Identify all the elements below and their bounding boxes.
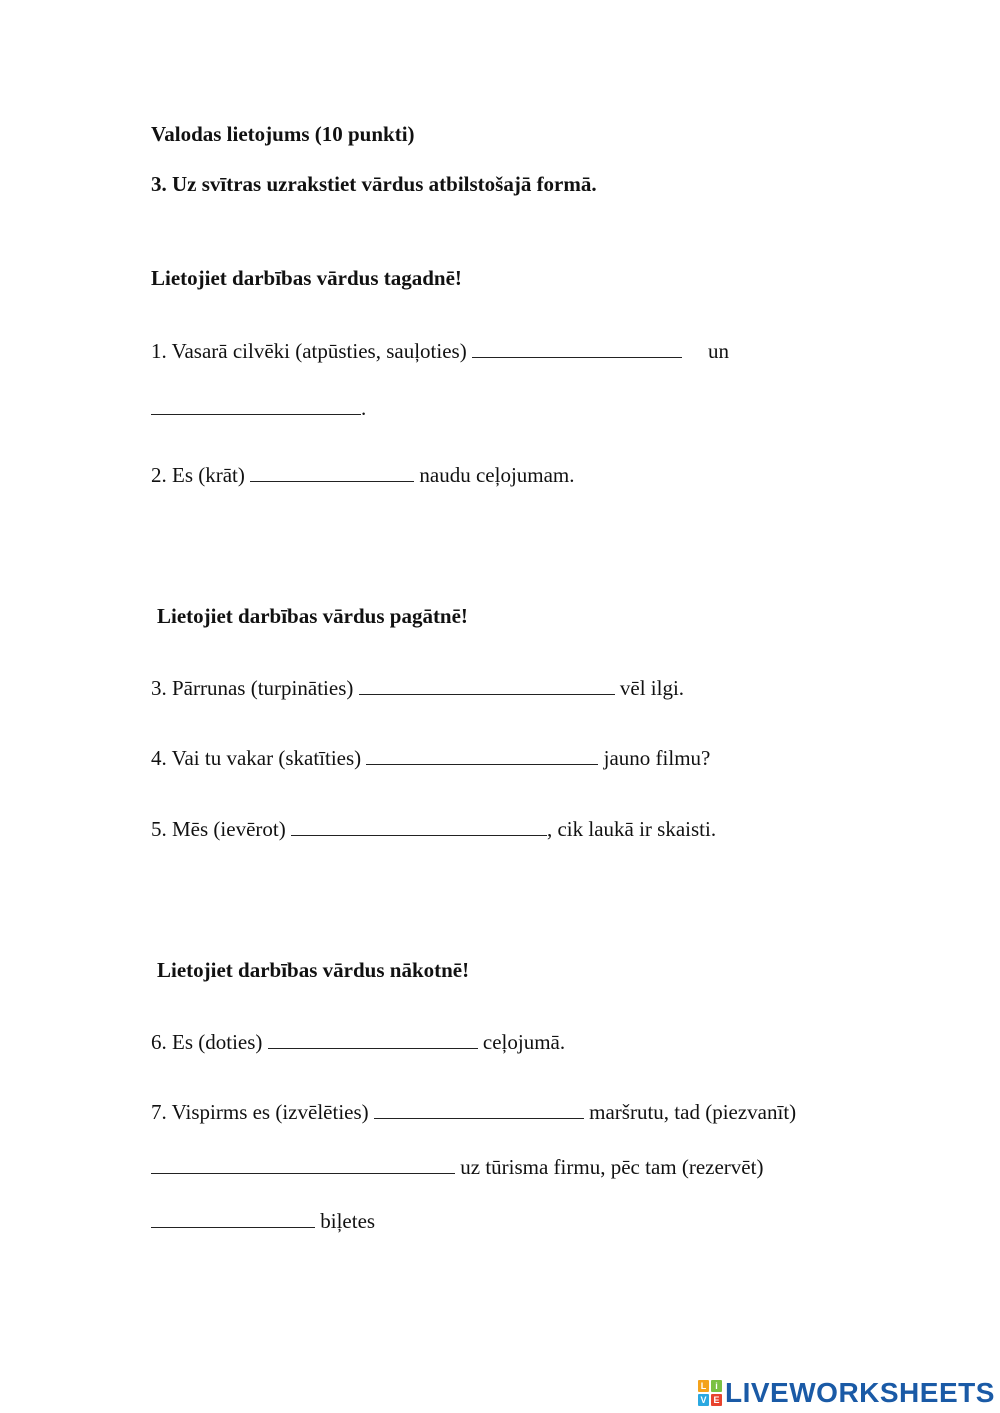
question-6-text: 6. Es (doties): [151, 1030, 263, 1054]
question-5: [151, 818, 716, 840]
future-tense-heading: Lietojiet darbības vārdus nākotnē!: [157, 958, 470, 982]
question-3-text: 3. Pārrunas (turpināties): [151, 676, 354, 700]
question-1-end: .: [361, 396, 367, 420]
logo-mark-tile: i: [711, 1380, 722, 1392]
question-2-text: 2. Es (krāt): [151, 463, 245, 487]
question-7-text: 7. Vispirms es (izvēlēties): [151, 1100, 369, 1124]
question-3-end: vēl ilgi.: [619, 676, 685, 700]
question-6-end: ceļojumā.: [482, 1030, 566, 1054]
answer-blank-1b[interactable]: [151, 397, 361, 415]
question-5-text: 5. Mēs (ievērot): [151, 817, 286, 841]
task-instruction: 3. Uz svītras uzrakstiet vārdus atbilstošajā formā.: [151, 172, 597, 196]
question-7-line-1: [151, 1101, 796, 1123]
logo-mark-tile: V: [698, 1394, 709, 1406]
liveworksheets-logo: [698, 1378, 995, 1408]
liveworksheets-logo-text: LIVEWORKSHEETS: [725, 1377, 995, 1408]
answer-blank-2[interactable]: [250, 464, 414, 482]
question-7-line-3: [151, 1210, 375, 1232]
answer-blank-6[interactable]: [268, 1031, 478, 1049]
question-4-text: 4. Vai tu vakar (skatīties): [151, 746, 362, 770]
question-7-mid-2: uz tūrisma firmu, pēc tam (rezervēt): [460, 1155, 764, 1179]
past-tense-heading: Lietojiet darbības vārdus pagātnē!: [157, 604, 468, 628]
question-1-line-1: [151, 340, 729, 362]
answer-blank-7b[interactable]: [151, 1156, 455, 1174]
question-1-line-2: [151, 397, 366, 419]
question-1-text: 1. Vasarā cilvēki (atpūsties, sauļoties): [151, 339, 467, 363]
question-3: [151, 677, 684, 699]
answer-blank-4[interactable]: [366, 747, 598, 765]
question-5-end: , cik laukā ir skaisti.: [546, 817, 717, 841]
question-7-mid-1: maršrutu, tad (piezvanīt): [589, 1100, 797, 1124]
question-6: [151, 1031, 565, 1053]
question-7-line-2: [151, 1156, 763, 1178]
answer-blank-3[interactable]: [359, 677, 615, 695]
question-1-conjunction: un: [707, 339, 729, 363]
question-7-end: biļetes: [320, 1209, 376, 1233]
question-2-end: naudu ceļojumam.: [419, 463, 575, 487]
logo-mark-tile: E: [711, 1394, 722, 1406]
question-4-end: jauno filmu?: [603, 746, 711, 770]
answer-blank-7a[interactable]: [374, 1101, 584, 1119]
answer-blank-5[interactable]: [291, 818, 547, 836]
section-title: Valodas lietojums (10 punkti): [151, 122, 415, 146]
question-4: [151, 747, 710, 769]
liveworksheets-logo-icon: [698, 1380, 722, 1406]
logo-mark-tile: L: [698, 1380, 709, 1392]
question-2: [151, 464, 575, 486]
present-tense-heading: Lietojiet darbības vārdus tagadnē!: [151, 266, 462, 290]
answer-blank-1a[interactable]: [472, 340, 682, 358]
answer-blank-7c[interactable]: [151, 1210, 315, 1228]
